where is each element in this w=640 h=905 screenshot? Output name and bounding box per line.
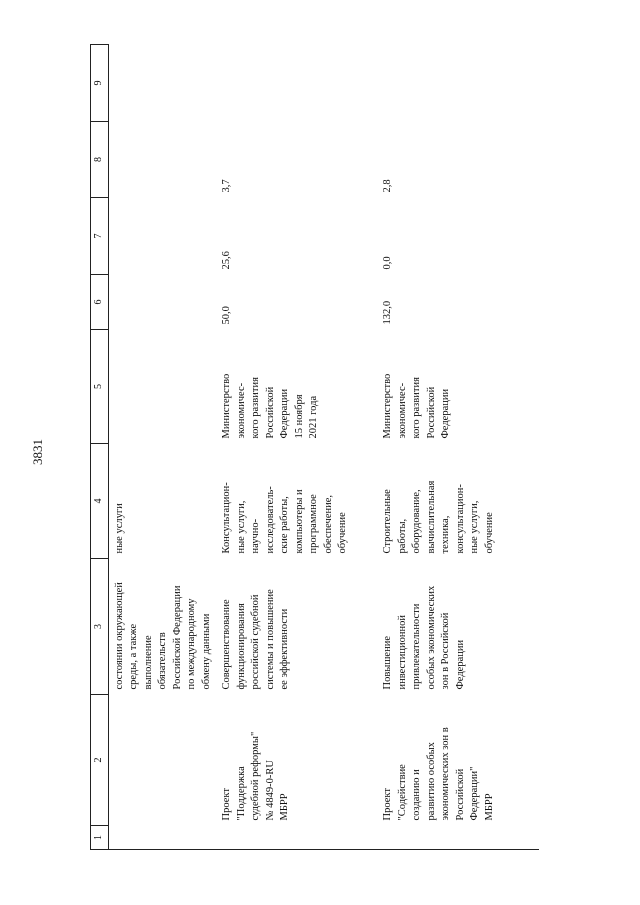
table-row bbox=[109, 45, 218, 850]
cell-services: ные услуги bbox=[114, 503, 125, 554]
cell-project: Проект "Содействие созданию и развитию особых экономических зон в Российской Федерации" МБРР bbox=[382, 727, 495, 821]
col-header-4: 4 bbox=[91, 444, 109, 559]
cell-ministry: Министерство экономичес- кого развития Российской Федерации bbox=[382, 373, 452, 439]
col-header-2: 2 bbox=[91, 695, 109, 826]
cell-col7: 0,0 bbox=[382, 256, 394, 270]
cell-col1 bbox=[378, 826, 539, 850]
cell-col6: 50,0 bbox=[221, 306, 233, 325]
cell-ministry bbox=[109, 330, 218, 444]
cell-col7: 25,6 bbox=[221, 251, 233, 270]
data-table bbox=[90, 44, 539, 850]
cell-col9 bbox=[109, 45, 218, 122]
col-header-9: 9 bbox=[91, 45, 109, 122]
cell-col1 bbox=[109, 826, 218, 850]
col-header-5: 5 bbox=[91, 330, 109, 444]
col-header-8: 8 bbox=[91, 122, 109, 198]
cell-project bbox=[109, 695, 218, 826]
cell-col1 bbox=[217, 826, 378, 850]
cell-col8 bbox=[109, 122, 218, 198]
cell-col8: 3,7 bbox=[221, 179, 233, 193]
page-number: 3831 bbox=[30, 439, 45, 465]
cell-col8: 2,8 bbox=[382, 179, 394, 193]
table-row bbox=[378, 45, 539, 850]
cell-project: Проект "Поддержка судебной реформы" № 4849-0-RU МБРР bbox=[221, 731, 291, 821]
cell-col9 bbox=[217, 45, 378, 122]
cell-col6 bbox=[109, 275, 218, 330]
col-header-1: 1 bbox=[91, 826, 109, 850]
header-row bbox=[91, 45, 109, 850]
col-header-6: 6 bbox=[91, 275, 109, 330]
cell-col9 bbox=[378, 45, 539, 122]
cell-goal: состоянии окружающей среды, а также выполнение обязательств Российской Федерации по международному обмену данными bbox=[114, 582, 212, 690]
cell-services: Консультацион- ные услуги, научно- исследователь- ские работы, компьютеры и программное обеспечение, обучение bbox=[221, 482, 349, 554]
cell-ministry: Министерство экономичес- кого развития Российской Федерации 15 ноября 2021 года bbox=[221, 373, 320, 439]
col-header-7: 7 bbox=[91, 198, 109, 275]
cell-services: Строительные работы, оборудование, вычислительная техника, консультацион- ные услуги, обучение bbox=[382, 480, 495, 554]
table-row bbox=[217, 45, 378, 850]
cell-col7 bbox=[109, 198, 218, 275]
cell-goal: Совершенствование функционирования российской судебной системы и повышение ее эффективности bbox=[221, 589, 291, 690]
col-header-3: 3 bbox=[91, 559, 109, 695]
rotated-page bbox=[90, 45, 610, 850]
cell-col6: 132,0 bbox=[382, 300, 394, 325]
cell-goal: Повышение инвестиционной привлекательности особых экономических зон в Российской Федерации bbox=[382, 585, 466, 690]
